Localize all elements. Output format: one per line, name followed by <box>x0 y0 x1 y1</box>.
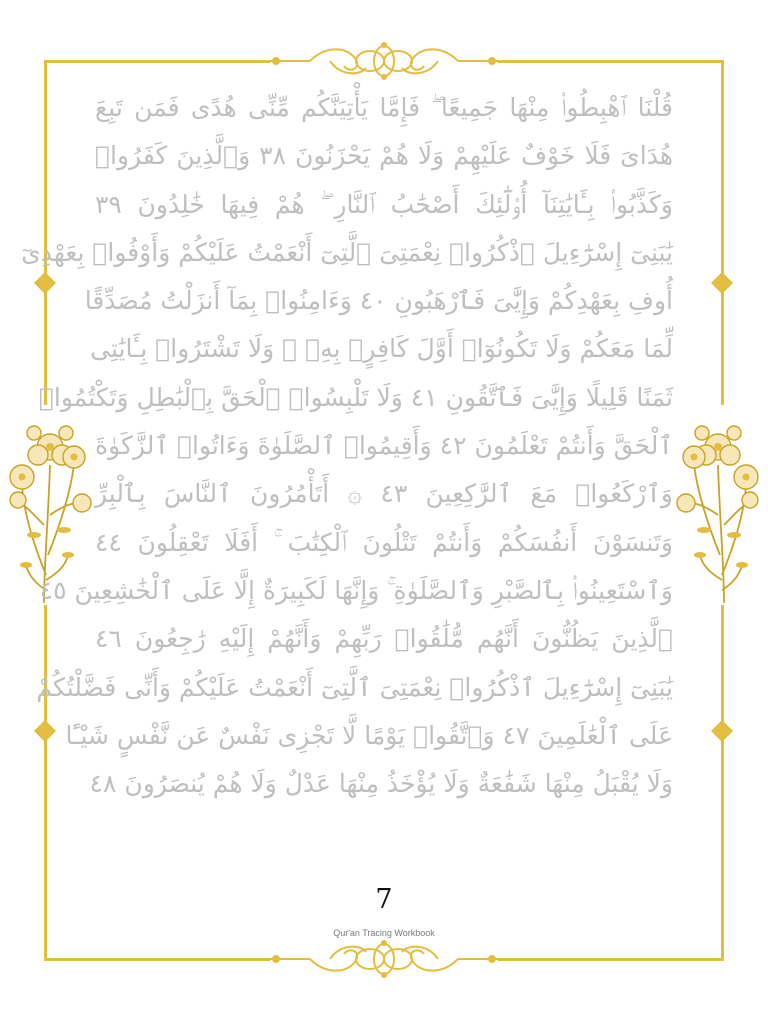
bottom-swirl-ornament-icon <box>270 938 498 982</box>
verse-line: أُوفِ بِعَهْدِكُمْ وَإِيَّٰىَ فَٱرْهَبُونِ ٤٠ وَءَامِنُوا۟ بِمَآ أَنزَلْتُ مُصَدِّقًا <box>84 286 673 316</box>
tracing-verses <box>21 84 674 808</box>
verse-line: وَتَنسَوْنَ أَنفُسَكُمْ وَأَنتُمْ تَتْلُونَ ٱلْكِتَٰبَ ۚ أَفَلَا تَعْقِلُونَ ٤٤ <box>95 527 673 557</box>
verse-line: ثَمَنًا قَلِيلًا وَإِيَّٰىَ فَٱتَّقُونِ ٤١ وَلَا تَلْبِسُوا۟ ٱلْحَقَّ بِٱلْبَٰطِلِ وَتَكْتُمُوا۟ <box>38 382 673 412</box>
verse-line: ٱلْحَقَّ وَأَنتُمْ تَعْلَمُونَ ٤٢ وَأَقِيمُوا۟ ٱلصَّلَوٰةَ وَءَاتُوا۟ ٱلزَّكَوٰةَ <box>95 431 673 461</box>
verse-line: لِّمَا مَعَكُمْ وَلَا تَكُونُوٓا۟ أَوَّلَ كَافِرٍۭ بِهِۦ ۖ وَلَا تَشْتَرُوا۟ بِـَٔايَٰتِى <box>90 334 673 364</box>
verse-line: ٱلَّذِينَ يَظُنُّونَ أَنَّهُم مُّلَٰقُوا۟ رَبِّهِمْ وَأَنَّهُمْ إِلَيْهِ رَٰجِعُونَ ٤٦ <box>95 624 673 654</box>
left-lower-diamond-icon <box>34 720 56 742</box>
footer-workbook-title: Qur'an Tracing Workbook <box>333 928 435 938</box>
verse-line: عَلَى ٱلْعَٰلَمِينَ ٤٧ وَٱتَّقُوا۟ يَوْمًا لَّا تَجْزِى نَفْسٌ عَن نَّفْسٍ شَيْـًٔا <box>65 720 673 750</box>
right-flower-bouquet-icon <box>674 405 764 605</box>
right-lower-diamond-icon <box>711 720 733 742</box>
top-swirl-ornament-icon <box>270 40 498 84</box>
page-number: 7 <box>375 884 393 915</box>
verse-line: وَٱرْكَعُوا۟ مَعَ ٱلرَّٰكِعِينَ ٤٣ ۞ أَتَأْمُرُونَ ٱلنَّاسَ بِٱلْبِرِّ <box>95 479 673 509</box>
verse-line: وَٱسْتَعِينُوا۟ بِٱلصَّبْرِ وَٱلصَّلَوٰةِ ۚ وَإِنَّهَا لَكَبِيرَةٌ إِلَّا عَلَى ٱلْخَٰشِعِينَ ٤٥ <box>39 575 673 605</box>
verse-line: هُدَاىَ فَلَا خَوْفٌ عَلَيْهِمْ وَلَا هُمْ يَحْزَنُونَ ٣٨ وَٱلَّذِينَ كَفَرُوا۟ <box>95 141 674 171</box>
verse-line: يَٰبَنِىٓ إِسْرَٰٓءِيلَ ٱذْكُرُوا۟ نِعْمَتِىَ ٱلَّتِىٓ أَنْعَمْتُ عَلَيْكُمْ وَأَوْفُوا۟ بِعَهْدِىٓ <box>21 237 673 267</box>
verse-line: وَلَا يُقْبَلُ مِنْهَا شَفَٰعَةٌ وَلَا يُؤْخَذُ مِنْهَا عَدْلٌ وَلَا هُمْ يُنصَرُونَ ٤٨ <box>89 769 673 799</box>
verse-line: وَكَذَّبُوا۟ بِـَٔايَٰتِنَآ أُو۟لَٰٓئِكَ أَصْحَٰبُ ٱلنَّارِ ۖ هُمْ فِيهَا خَٰلِدُونَ ٣٩ <box>95 189 673 219</box>
right-upper-diamond-icon <box>711 272 733 294</box>
verse-line: قُلْنَا ٱهْبِطُوا۟ مِنْهَا جَمِيعًا ۖ فَإِمَّا يَأْتِيَنَّكُم مِّنِّى هُدًى فَمَن تَبِعَ <box>95 93 673 122</box>
verse-line: يَٰبَنِىٓ إِسْرَٰٓءِيلَ ٱذْكُرُوا۟ نِعْمَتِىَ ٱلَّتِىٓ أَنْعَمْتُ عَلَيْكُمْ وَأَنِّى فَضَّلْتُكُمْ <box>36 672 673 702</box>
